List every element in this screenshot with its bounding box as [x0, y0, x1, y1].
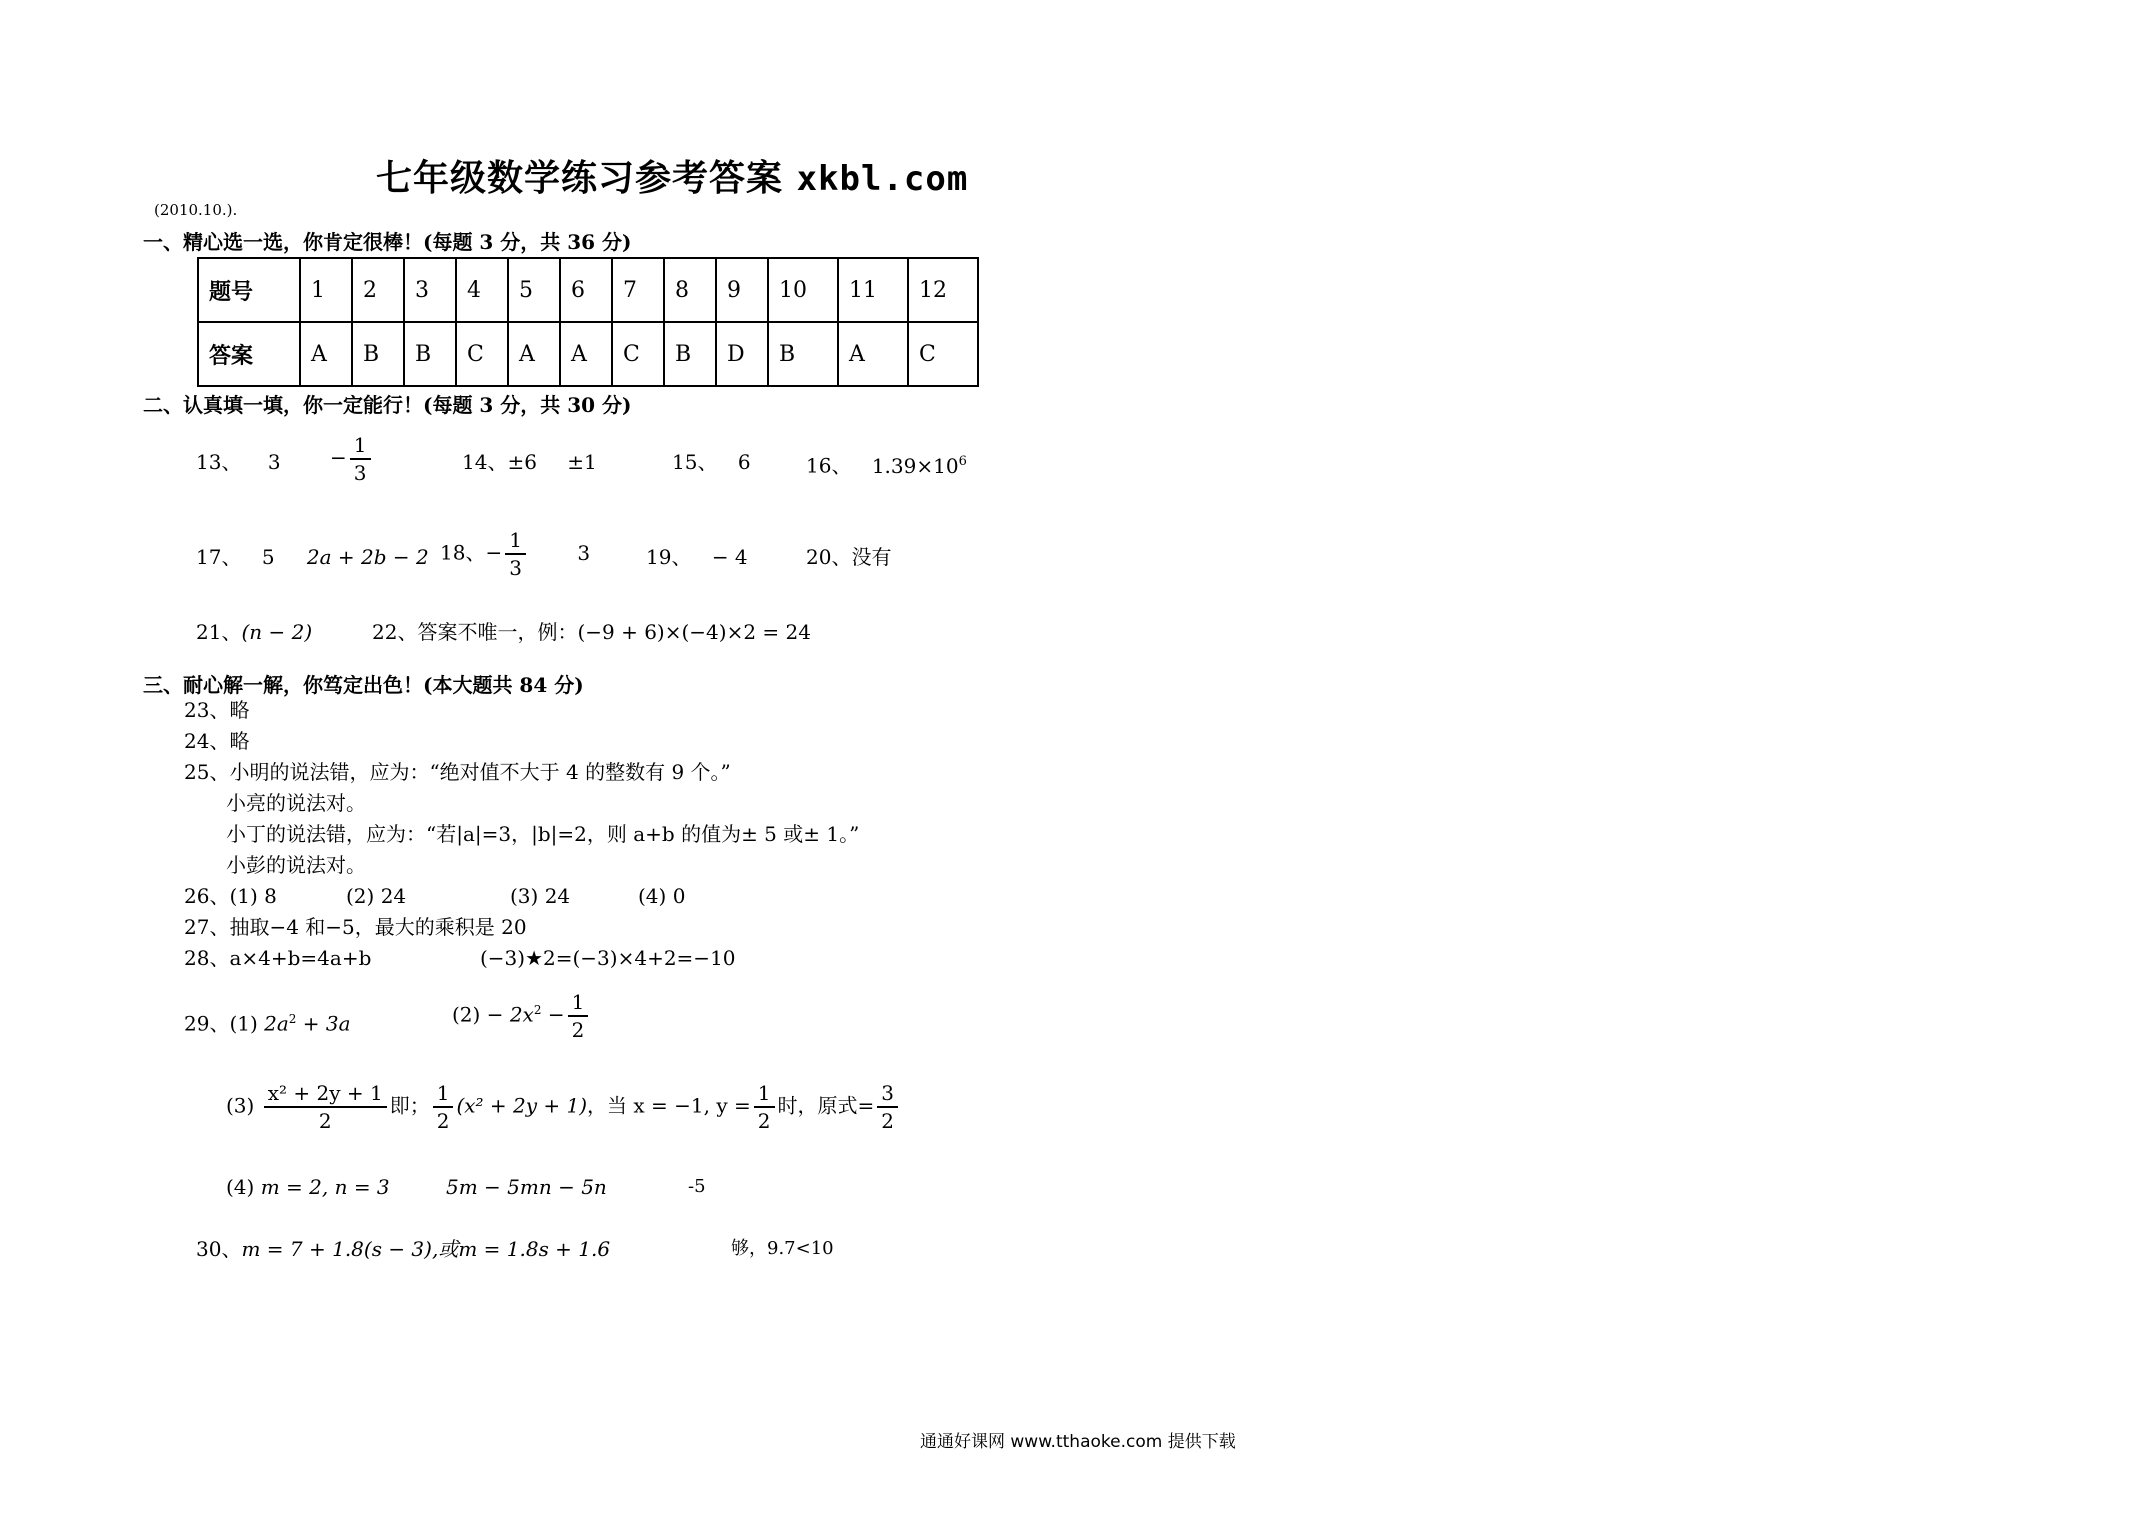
- question-number-cell: 7: [612, 258, 664, 322]
- q27: 27、抽取−4 和−5，最大的乘积是 20: [184, 915, 527, 939]
- question-number-cell: 5: [508, 258, 560, 322]
- row-label-question: 题号: [198, 258, 300, 322]
- q19: 19、 − 4: [646, 545, 748, 569]
- question-number-cell: 10: [768, 258, 838, 322]
- q29-part3: (3) $\frac{\text{x² + 2y + 1}}{2}$ 即； $\frac{1}{2}$ (x² + 2y + 1)，当 x = −1, y = $\frac{1}{2}$ 时，原式= $\frac{3}{2}$: [226, 1080, 901, 1134]
- answer-cell: D: [716, 322, 768, 386]
- q17: 17、 5 2a + 2b − 2: [196, 545, 429, 569]
- q15: 15、 6: [672, 450, 751, 474]
- q20: 20、没有: [806, 545, 892, 569]
- question-number-cell: 12: [908, 258, 978, 322]
- q21: 21、(n − 2): [196, 620, 313, 644]
- answer-row: [198, 322, 978, 386]
- q25-line2: 小亮的说法对。: [226, 791, 366, 815]
- question-number-cell: 8: [664, 258, 716, 322]
- question-number-cell: 6: [560, 258, 612, 322]
- section2-heading: 二、认真填一填，你一定能行！(每题 3 分，共 30 分): [143, 393, 632, 417]
- answer-cell: A: [838, 322, 908, 386]
- answer-cell: B: [404, 322, 456, 386]
- answer-cell: A: [300, 322, 352, 386]
- answer-cell: C: [908, 322, 978, 386]
- q23: 23、略: [184, 698, 250, 722]
- answer-cell: C: [612, 322, 664, 386]
- q14: 14、±6 ±1: [462, 450, 597, 474]
- q29-part1: 29、(1) $2a^2 + 3a$: [184, 1011, 351, 1036]
- footer-credit: 通通好课网 www.tthaoke.com 提供下载: [920, 1432, 1236, 1452]
- q18: 18、− $\frac{1}{3}$ 3: [440, 528, 591, 580]
- answer-cell: B: [352, 322, 404, 386]
- q30: 30、m = 7 + 1.8(s − 3),或m = 1.8s + 1.6 够，9.7<10: [196, 1237, 834, 1261]
- answer-cell: B: [768, 322, 838, 386]
- q25-line4: 小彭的说法对。: [226, 853, 366, 877]
- q29-part2: $(2) - 2x^2$ − $\frac{1}{2}$: [452, 989, 591, 1043]
- row-label-answer: 答案: [198, 322, 300, 386]
- question-number-cell: 3: [404, 258, 456, 322]
- question-number-cell: 11: [838, 258, 908, 322]
- q22: 22、答案不唯一，例：(−9 + 6)×(−4)×2 = 24: [372, 620, 811, 644]
- answer-cell: A: [508, 322, 560, 386]
- title-en: xkbl.com: [796, 159, 969, 199]
- section1-heading: 一、精心选一选，你肯定很棒！(每题 3 分，共 36 分): [143, 230, 632, 254]
- title-cn: 七年级数学练习参考答案: [376, 157, 784, 199]
- question-number-row: [198, 258, 978, 322]
- q25-line3: 小丁的说法错，应为：“若|a|=3，|b|=2，则 a+b 的值为± 5 或± 1。”: [226, 822, 860, 846]
- question-number-cell: 4: [456, 258, 508, 322]
- section3-heading: 三、耐心解一解，你笃定出色！(本大题共 84 分): [143, 673, 584, 697]
- q28: 28、a×4+b=4a+b (−3)★2=(−3)×4+2=−10: [184, 946, 736, 970]
- answer-cell: C: [456, 322, 508, 386]
- page-title: [376, 150, 968, 201]
- answer-table: [197, 257, 979, 387]
- question-number-cell: 9: [716, 258, 768, 322]
- answer-cell: A: [560, 322, 612, 386]
- answer-cell: B: [664, 322, 716, 386]
- q16: 16、 $1.39\times 10^6$: [806, 453, 967, 478]
- question-number-cell: 1: [300, 258, 352, 322]
- q24: 24、略: [184, 729, 250, 753]
- question-number-cell: 2: [352, 258, 404, 322]
- q25-line1: 25、小明的说法错，应为：“绝对值不大于 4 的整数有 9 个。”: [184, 760, 731, 784]
- q26: 26、(1) 8 (2) 24 (3) 24 (4) 0: [184, 884, 686, 908]
- q13-fraction: − $\frac{1}{3}$: [330, 432, 374, 486]
- q29-part4: (4) m = 2, n = 3 5m − 5mn − 5n -5: [226, 1175, 706, 1199]
- q13: 13、 3: [196, 450, 281, 474]
- date-note: (2010.10.).: [154, 201, 238, 219]
